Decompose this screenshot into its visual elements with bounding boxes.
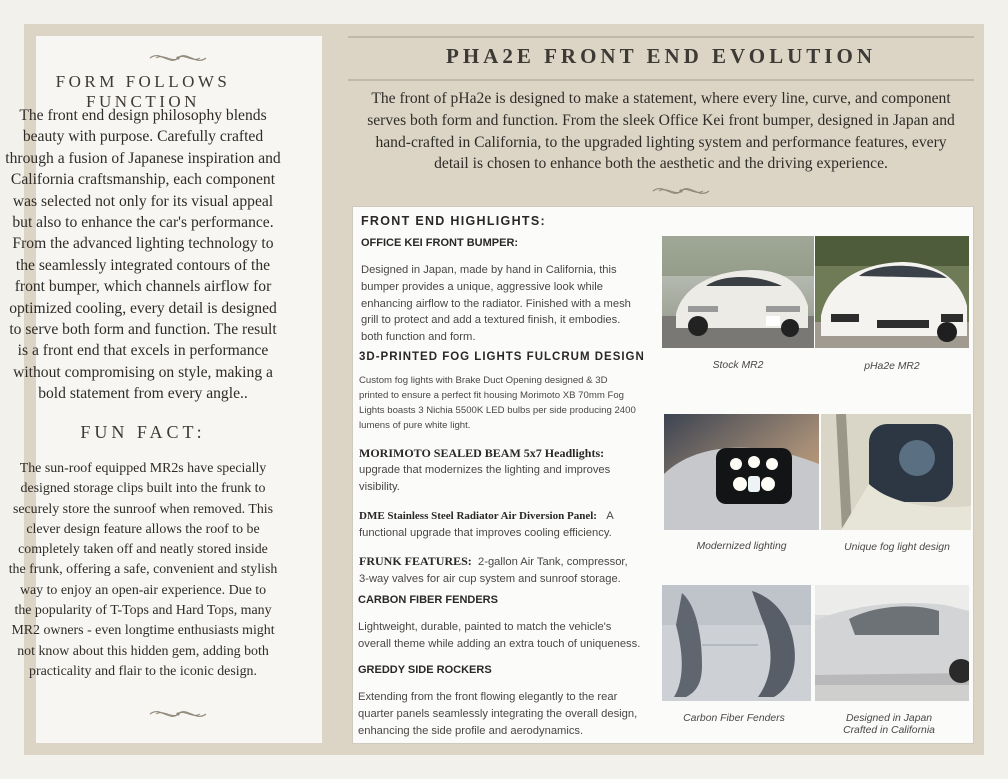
headlight-photo [664, 414, 819, 530]
flourish-ornament-icon [148, 706, 208, 722]
frunk-title: FRUNK FEATURES: [359, 554, 472, 568]
flourish-ornament-icon [651, 183, 711, 199]
frunk-features-item: FRUNK FEATURES: 2-gallon Air Tank, compressor, 3-way valves for air cup system and sunroof storage. [359, 554, 628, 585]
fog-caption: Unique fog light design [844, 542, 950, 553]
dme-panel-item: DME Stainless Steel Radiator Air Diversion Panel: A functional upgrade that improves cooling efficiency. [359, 510, 614, 539]
morimoto-description: upgrade that modernizes the lighting and improves visibility. [359, 464, 611, 493]
carbon-fenders-title: CARBON FIBER FENDERS [358, 594, 498, 606]
philosophy-paragraph: The front end design philosophy blends beauty with purpose. Carefully crafted through a fusion of Japanese inspiration and California craftsmanship, each component was selected not only for its visual appeal but also to enhance the car's performance. From the advanced lighting technology to the seamlessly integrated contours of the front bumper, which channels airflow for optimized cooling, every detail is designed to serve both form and function. The result is a front end that excels in performance without compromising on style, making a bold statement from every angle.. [5, 107, 281, 403]
morimoto-title: MORIMOTO SEALED BEAM 5x7 Headlights: [359, 446, 605, 460]
form-follows-function-heading: FORM FOLLOWS FUNCTION [55, 72, 231, 111]
fun-fact-heading: FUN FACT: [80, 422, 206, 442]
title-rule-top [348, 36, 974, 38]
fenders-caption: Carbon Fiber Fenders [683, 713, 785, 724]
stock-mr2-caption: Stock MR2 [712, 360, 764, 371]
fog-lights-title: 3D-PRINTED FOG LIGHTS FULCRUM DESIGN [359, 351, 645, 363]
fog-lights-description: Custom fog lights with Brake Duct Opening designed & 3D printed to ensure a perfect fit housing Morimoto XB 70mm Fog Lights boasts 3 Nichia 5500K LED bulbs per side producing 2400 lumens of pure white light. [359, 375, 636, 431]
greddy-rockers-description: Extending from the front flowing elegantly to the rear quarter panels seamlessly integrating the overall design, enhancing the side profile and aerodynamics. [358, 691, 638, 737]
greddy-rockers-title: GREDDY SIDE ROCKERS [358, 664, 492, 676]
fog-light-photo [821, 414, 971, 530]
pha2e-mr2-caption: pHa2e MR2 [864, 361, 920, 372]
page-title: PHA2E FRONT END EVOLUTION [446, 44, 876, 68]
carbon-fenders-description: Lightweight, durable, painted to match the vehicle's overall theme while adding an extra touch of uniqueness. [358, 621, 641, 650]
stock-mr2-photo [662, 236, 814, 348]
japan-california-caption: Designed in Japan Crafted in California [843, 713, 935, 736]
side-rockers-photo [815, 585, 969, 701]
intro-paragraph: The front of pHa2e is designed to make a statement, where every line, curve, and component serves both form and function. From the sleek Office Kei front bumper, designed in Japan and hand-crafted in California, to the upgraded lighting system and performance features, every detail is chosen to enhance both the aesthetic and the driving experience. [367, 90, 955, 173]
pha2e-mr2-photo [815, 236, 969, 348]
highlights-heading: FRONT END HIGHLIGHTS: [361, 214, 546, 228]
carbon-fenders-photo [662, 585, 811, 701]
lighting-caption: Modernized lighting [696, 541, 787, 552]
fun-fact-paragraph: The sun-roof equipped MR2s have specially designed storage clips built into the frunk to securely store the sunroof when removed. This clever design feature allows the roof to be completely taken off and neatly stored inside the frunk, offering a safe, convenient and stylish way to enjoy an open-air experience. Due to the popularity of T-Tops and Hard Tops, many MR2 owners - even longtime enthusiasts might not know about this hidden gem, adding both practicality and flair to the iconic design. [8, 461, 278, 679]
dme-title: DME Stainless Steel Radiator Air Diversion Panel: [359, 510, 597, 522]
bumper-description: Designed in Japan, made by hand in California, this bumper provides a unique, aggressive look while enhancing airflow to the radiator. Finished with a mesh grill to protect and add a textured finish, it embodies. both function and form. [361, 264, 631, 344]
flourish-ornament-icon [148, 50, 208, 66]
title-rule-bottom [348, 79, 974, 81]
bumper-title: OFFICE KEI FRONT BUMPER: [361, 237, 519, 249]
